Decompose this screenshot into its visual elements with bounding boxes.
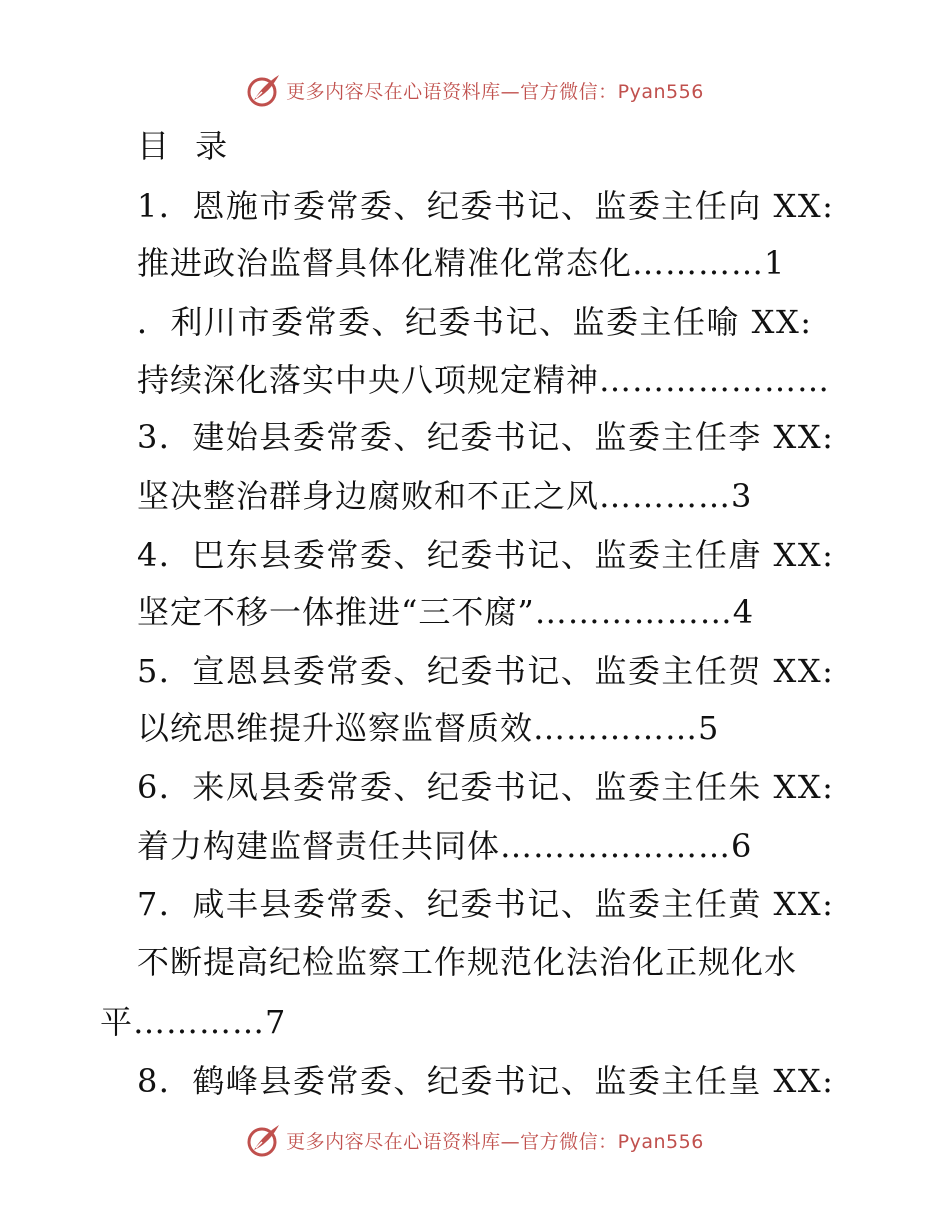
toc-line: 1．恩施市委常委、纪委书记、监委主任向 XX:	[137, 187, 835, 225]
toc-line: 推进政治监督具体化精准化常态化…………1	[137, 244, 786, 282]
toc-line: 8．鹤峰县委常委、纪委书记、监委主任皇 XX:	[137, 1062, 835, 1100]
toc-title: 目 录	[137, 127, 236, 165]
banner-text: 更多内容尽在心语资料库—官方微信：Pyan556	[286, 80, 704, 103]
quill-pen-icon	[246, 1122, 282, 1158]
banner-text: 更多内容尽在心语资料库—官方微信：Pyan556	[286, 1130, 704, 1153]
footer-banner	[0, 1120, 950, 1160]
quill-pen-icon	[246, 72, 282, 108]
toc-line: 平…………7	[100, 1003, 287, 1041]
toc-line: 以统思维提升巡察监督质效……………5	[137, 709, 720, 747]
toc-line: 不断提高纪检监察工作规范化法治化正规化水	[137, 943, 798, 981]
toc-line: 着力构建监督责任共同体…………………6	[137, 827, 753, 865]
toc-line: 持续深化落实中央八项规定精神…………………	[137, 361, 831, 399]
header-banner	[0, 70, 950, 110]
toc-line: 坚决整治群身边腐败和不正之风…………3	[137, 477, 753, 515]
toc-line: 坚定不移一体推进“三不腐”………………4	[137, 593, 755, 631]
toc-line: 7．咸丰县委常委、纪委书记、监委主任黄 XX:	[137, 885, 835, 923]
toc-line: ．利川市委常委、纪委书记、监委主任喻 XX:	[137, 303, 813, 341]
toc-line: 3．建始县委常委、纪委书记、监委主任李 XX:	[137, 418, 835, 456]
toc-line: 6．来凤县委常委、纪委书记、监委主任朱 XX:	[137, 768, 835, 806]
toc-line: 4．巴东县委常委、纪委书记、监委主任唐 XX:	[137, 536, 835, 574]
toc-line: 5．宣恩县委常委、纪委书记、监委主任贺 XX:	[137, 652, 835, 690]
